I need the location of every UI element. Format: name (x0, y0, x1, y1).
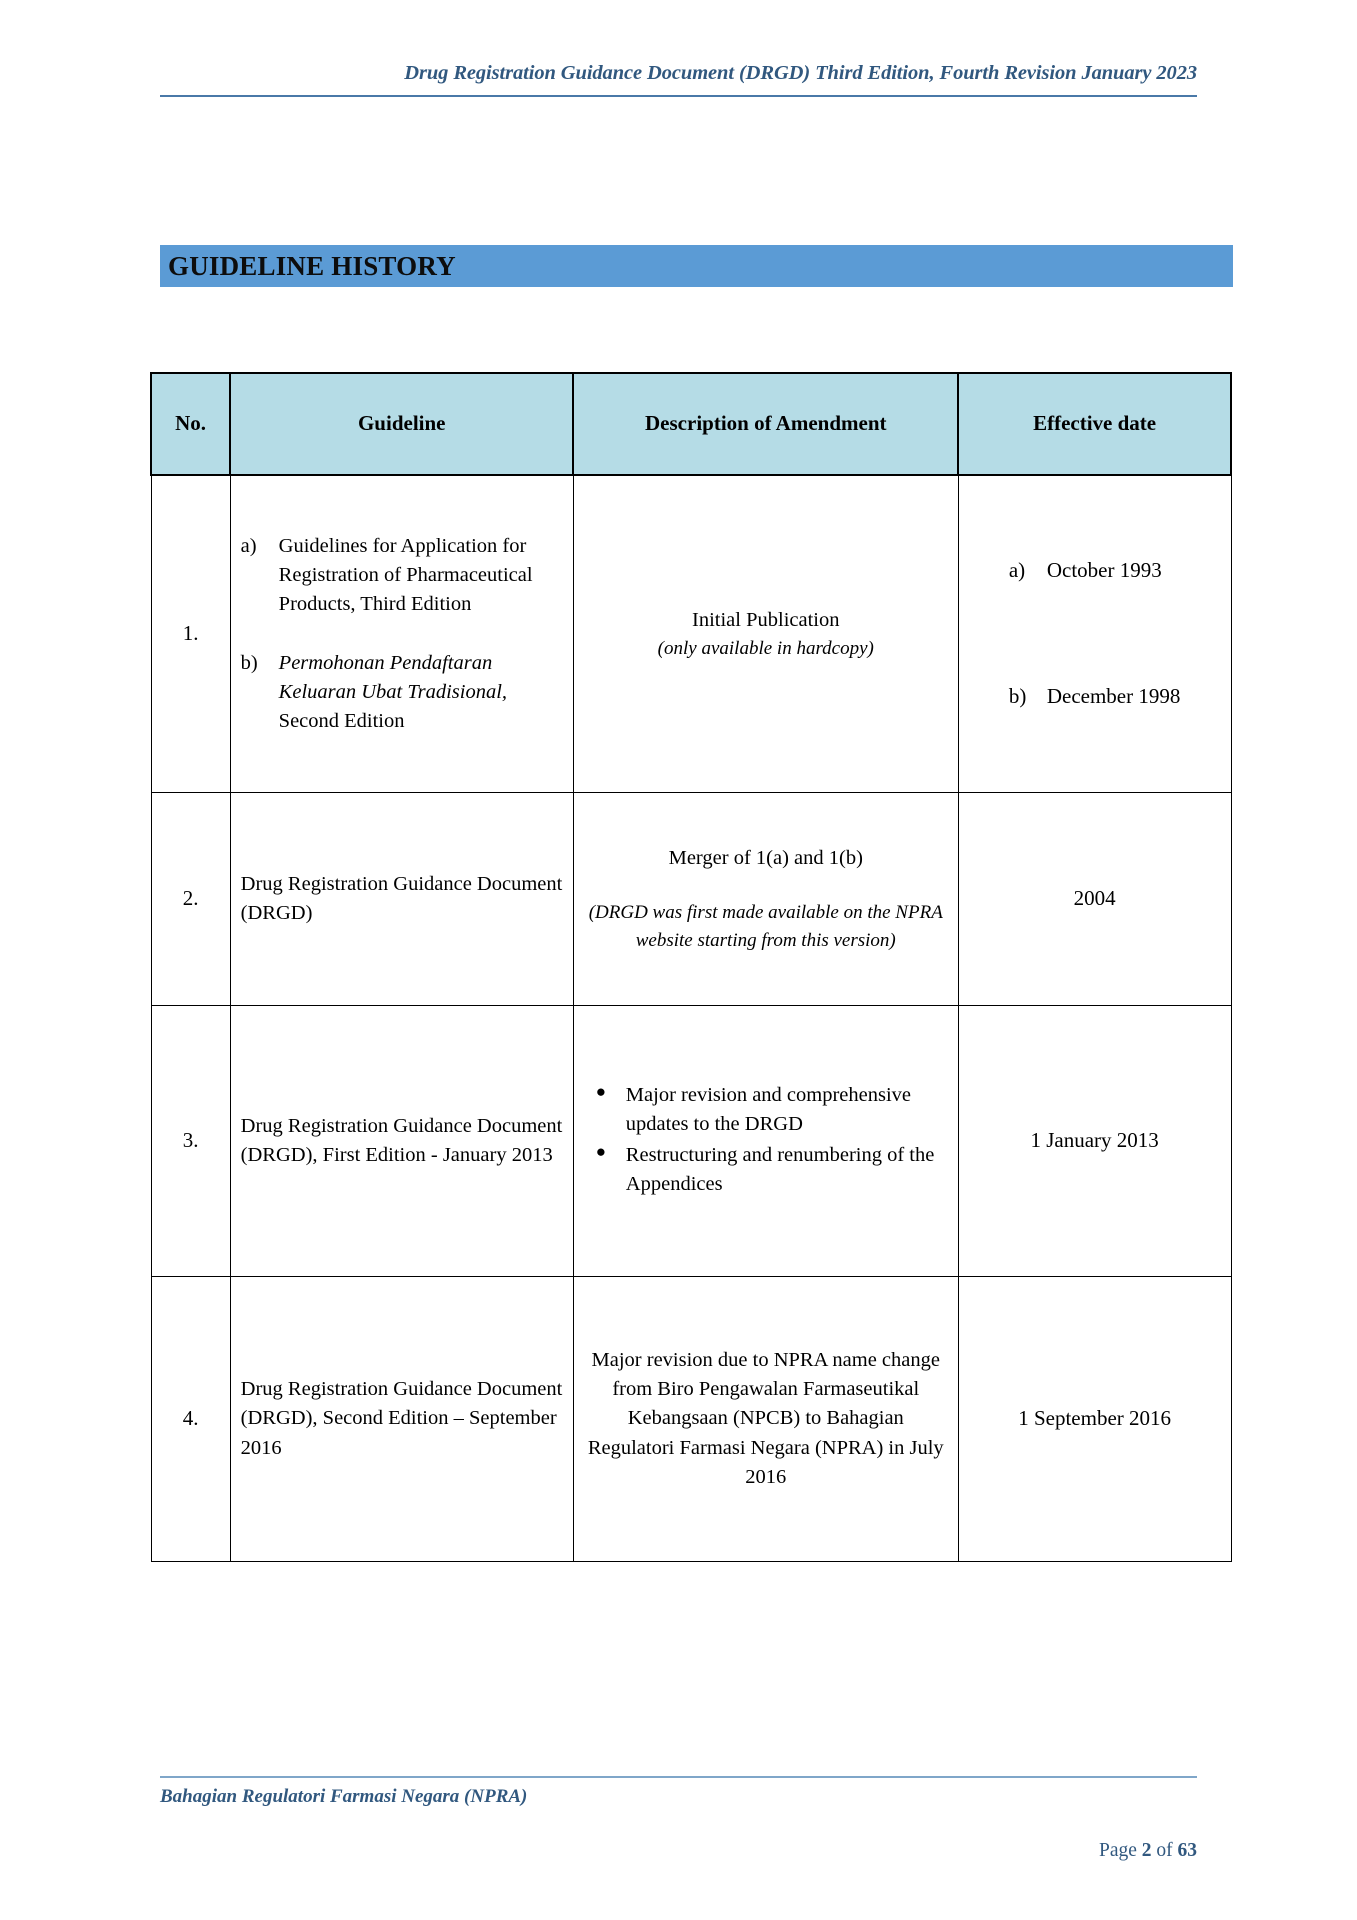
effective-alpha-list (1009, 556, 1181, 712)
list-text: Guidelines for Application for Registration of Pharmaceutical Products, Third Edition (278, 534, 533, 615)
guideline-history-table (150, 372, 1232, 1562)
header-title: Drug Registration Guidance Document (DRGD) Third Edition, Fourth Revision January 2023 (404, 62, 1197, 84)
list-item (241, 649, 563, 736)
page-footer (160, 1776, 1197, 1862)
page-of-label: of (1151, 1840, 1178, 1861)
row-number: 4. (151, 1277, 230, 1562)
list-marker: a) (1008, 558, 1026, 583)
spacer (584, 873, 948, 899)
row-effective-date: 2004 (958, 793, 1231, 1006)
row-number: 1. (151, 475, 230, 793)
row-effective-date: 1 January 2013 (958, 1006, 1231, 1277)
footer-page-indicator (160, 1840, 1197, 1862)
description-main: Initial Publication (692, 608, 840, 631)
header-divider (160, 95, 1197, 97)
row-number: 2. (151, 793, 230, 1006)
list-item (584, 1081, 948, 1139)
description-sub: (only available in hardcopy) (657, 637, 874, 659)
footer-organisation: Bahagian Regulatori Farmasi Negara (NPRA) (160, 1786, 528, 1807)
description-main: Merger of 1(a) and 1(b) (668, 846, 863, 869)
row-guideline: Drug Registration Guidance Document (DRGD), First Edition - January 2013 (230, 1006, 573, 1277)
section-banner (160, 245, 1233, 287)
page-prefix-label: Page (1098, 1840, 1142, 1861)
list-text-italic: Permohonan Pendaftaran Keluaran Ubat Tradisional, (278, 652, 508, 704)
section-title: GUIDELINE HISTORY (168, 250, 456, 281)
column-header-no: No. (151, 373, 230, 475)
row-guideline (230, 475, 573, 793)
column-header-effective: Effective date (958, 373, 1231, 475)
page-header (160, 62, 1197, 97)
list-item (241, 532, 563, 619)
description-sub: (DRGD was first made available on the NPRA website starting from this version) (588, 902, 943, 951)
footer-divider (160, 1776, 1197, 1778)
list-marker: a) (240, 534, 257, 557)
bullet-icon: ● (595, 1142, 607, 1161)
column-header-description: Description of Amendment (573, 373, 958, 475)
list-text: December 1998 (1046, 684, 1181, 708)
row-number: 3. (151, 1006, 230, 1277)
description-bullet-list (584, 1081, 948, 1199)
row-description (573, 1006, 958, 1277)
list-marker: b) (240, 652, 258, 674)
table-row (151, 793, 1231, 1006)
list-item (1009, 682, 1181, 712)
list-item (584, 1141, 948, 1199)
page-number: 2 (1141, 1840, 1152, 1861)
column-header-guideline: Guideline (230, 373, 573, 475)
row-guideline: Drug Registration Guidance Document (DRGD) (230, 793, 573, 1006)
row-description (573, 475, 958, 793)
list-text: October 1993 (1046, 558, 1162, 583)
guideline-alpha-list (241, 532, 563, 737)
list-text-roman: Second Edition (278, 710, 405, 733)
list-marker: b) (1008, 684, 1027, 708)
list-item (1009, 556, 1181, 586)
page-total: 63 (1177, 1840, 1197, 1861)
row-description (573, 793, 958, 1006)
list-text: Major revision and comprehensive updates to the DRGD (625, 1083, 912, 1135)
row-description: Major revision due to NPRA name change from Biro Pengawalan Farmaseutikal Kebangsaan (NPCB) to Bahagian Regulatori Farmasi Negara (NPRA) in July 2016 (573, 1277, 958, 1562)
table-row (151, 1006, 1231, 1277)
row-guideline: Drug Registration Guidance Document (DRGD), Second Edition – September 2016 (230, 1277, 573, 1562)
list-text: Restructuring and renumbering of the Appendices (625, 1144, 935, 1196)
table-row (151, 1277, 1231, 1562)
row-effective-date (958, 475, 1231, 793)
table-row (151, 475, 1231, 793)
row-effective-date: 1 September 2016 (958, 1277, 1231, 1562)
table-header-row (151, 373, 1231, 475)
bullet-icon: ● (595, 1081, 607, 1101)
